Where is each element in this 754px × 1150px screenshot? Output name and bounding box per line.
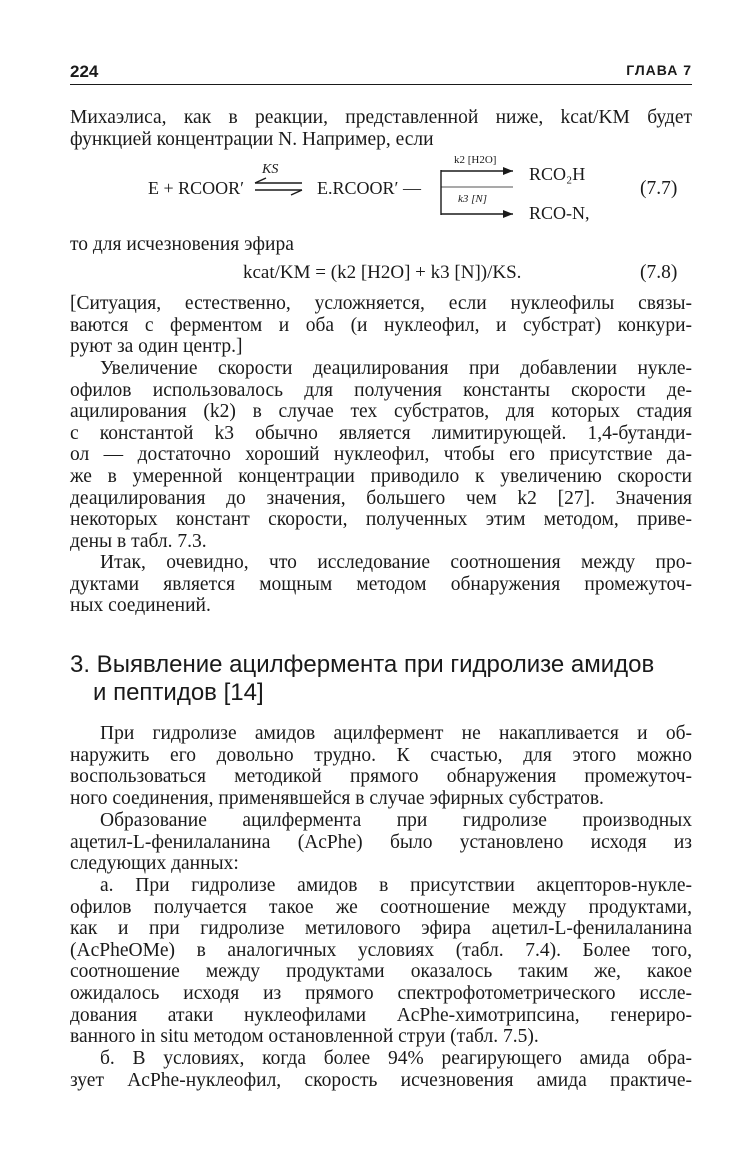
paragraph-acylenzyme-formation bbox=[70, 810, 692, 875]
paragraph-item-a bbox=[70, 875, 692, 1048]
paragraph-conclusion bbox=[70, 552, 692, 617]
text-line: следующих данных: bbox=[70, 853, 239, 875]
chapter-label: ГЛАВА 7 bbox=[626, 62, 692, 78]
page-number: 224 bbox=[70, 62, 99, 81]
text-line: (AcPheOMe) в аналогичных условиях (табл. 7.4). Более того, bbox=[70, 939, 692, 961]
mid-text bbox=[70, 234, 692, 256]
text-line: то для исчезновения эфира bbox=[70, 234, 294, 255]
text-line: Увеличение скорости деацилирования при добавлении нукле- bbox=[100, 358, 692, 379]
text-line: ожидалось исходя из прямого спектрофотометрического иссле- bbox=[70, 982, 692, 1004]
text-line: воспользоваться методикой прямого обнаружения промежуточ- bbox=[70, 766, 692, 788]
scheme-k3-label: k3 [N] bbox=[458, 193, 488, 205]
text-line: ол — достаточно хороший нуклеофил, чтобы его присутствие да- bbox=[70, 444, 692, 466]
text-line: ванного in situ методом остановленной струи (табл. 7.5). bbox=[70, 1026, 539, 1048]
text-line: некоторых констант скорости, полученных этим методом, приве- bbox=[70, 509, 692, 531]
text-line: дены в табл. 7.3. bbox=[70, 530, 207, 552]
equation-number-7-7: (7.7) bbox=[640, 178, 678, 199]
scheme-product-acid: RCO₂H bbox=[529, 164, 586, 184]
text-line: Михаэлиса, как в реакции, представленной ниже, kcat/KM будет bbox=[70, 107, 692, 128]
paragraph-item-b bbox=[70, 1048, 692, 1091]
text-line: ацилирования (k2) в случае тех субстратов, для которых стадия bbox=[70, 401, 692, 423]
paragraph-amide-hydrolysis bbox=[70, 723, 692, 809]
section-heading bbox=[70, 651, 710, 707]
text-line: Образование ацилфермента при гидролизе производных bbox=[100, 810, 692, 831]
text-line: ного соединения, применявшейся в случае эфирных субстратов. bbox=[70, 787, 604, 809]
text-line: дования атаки нуклеофилами AcPhe-химотрипсина, генериро- bbox=[70, 1004, 692, 1026]
text-line: деацилирования до значения, большего чем k2 [27]. Значения bbox=[70, 487, 692, 509]
text-line: же в умеренной концентрации приводило к увеличению скорости bbox=[70, 465, 692, 487]
paragraph-deacylation bbox=[70, 358, 692, 552]
text-line: офилов получается такое же соотношение между продуктами, bbox=[70, 896, 692, 918]
text-line: ацетил-L-фенилаланина (AcPhe) было установлено исходя из bbox=[70, 831, 692, 853]
text-line: офилов использовалось для получения константы скорости де- bbox=[70, 379, 692, 401]
text-line: функцией концентрации N. Например, если bbox=[70, 128, 434, 150]
text-line: дуктами является мощным методом обнаружения промежуточ- bbox=[70, 573, 692, 595]
text-line: руют за один центр.] bbox=[70, 336, 243, 358]
scheme-arrows bbox=[0, 0, 754, 260]
text-line: [Ситуация, естественно, усложняется, если нуклеофилы связы- bbox=[70, 293, 692, 314]
text-line: зует AcPhe-нуклеофил, скорость исчезновения амида практиче- bbox=[70, 1069, 692, 1091]
text-line: а. При гидролизе амидов в присутствии акцепторов-нукле- bbox=[100, 875, 692, 896]
text-line: Итак, очевидно, что исследование соотношения между про- bbox=[100, 552, 692, 573]
text-line: наружить его довольно трудно. К счастью, для этого можно bbox=[70, 744, 692, 766]
text-line: При гидролизе амидов ацилфермент не накапливается и об- bbox=[100, 723, 692, 744]
heading-line: 3. Выявление ацилфермента при гидролизе амидов bbox=[70, 651, 655, 678]
text-line: как и при гидролизе метилового эфира ацетил-L-фенилаланина bbox=[70, 918, 692, 940]
heading-line: и пептидов [14] bbox=[93, 679, 264, 706]
paragraph-bracket bbox=[70, 293, 692, 358]
text-line: с константой k3 обычно является лимитирующей. 1,4-бутанди- bbox=[70, 422, 692, 444]
text-line: ваются с ферментом и оба (и нуклеофил, и субстрат) конкури- bbox=[70, 314, 692, 336]
scheme-product-nucleophile: RCO-N, bbox=[529, 203, 590, 223]
equation-text: kcat/KM = (k2 [H2O] + k3 [N])/KS. bbox=[243, 262, 522, 283]
scheme-k2-label: k2 [H2O] bbox=[454, 154, 497, 166]
equation-number-7-8: (7.8) bbox=[640, 262, 678, 283]
scheme-complex: E.RCOOR′ — bbox=[317, 178, 421, 198]
text-line: соотношение между продуктами оказалось таким же, какое bbox=[70, 961, 692, 983]
text-line: ных соединений. bbox=[70, 595, 211, 617]
scheme-ks-label: KS bbox=[262, 162, 279, 177]
text-line: б. В условиях, когда более 94% реагирующего амида обра- bbox=[100, 1048, 692, 1069]
scheme-reactant: E + RCOOR′ bbox=[148, 178, 245, 198]
